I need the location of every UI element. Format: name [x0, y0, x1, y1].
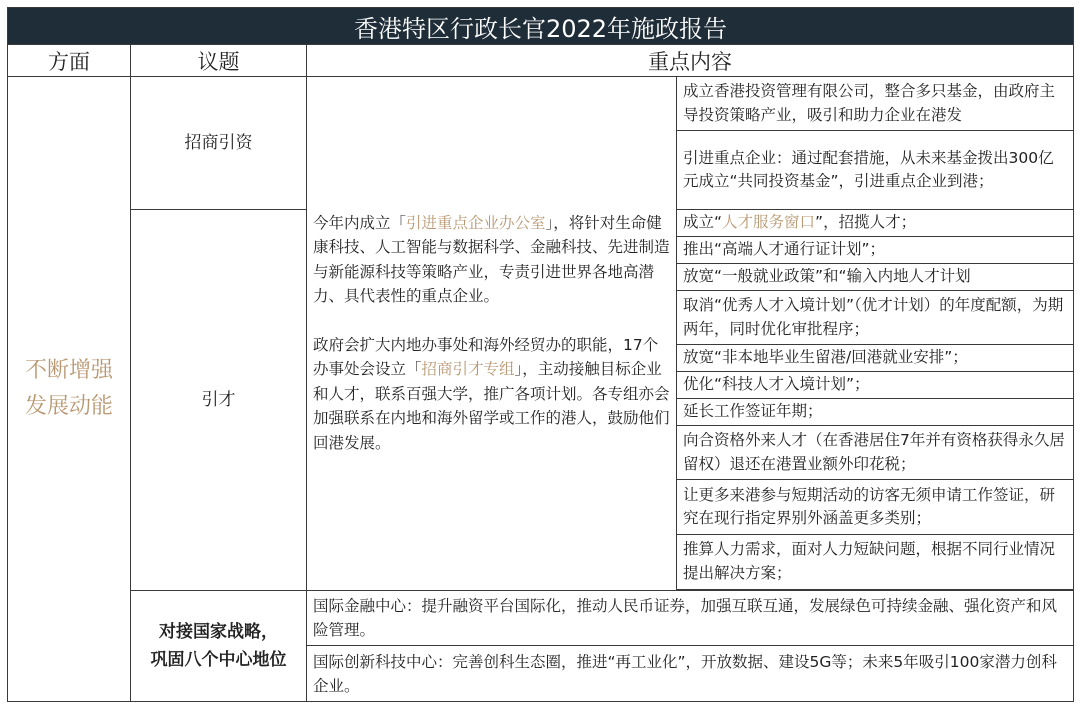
topic-national-strategy — [131, 590, 307, 701]
talent-point: 优化“科技人才入境计划”； — [677, 372, 1074, 399]
talent-first-text-b: ”，招揽人才； — [815, 213, 917, 232]
aspect-cell — [8, 76, 131, 701]
header-content: 重点内容 — [307, 45, 1074, 76]
policy-table — [7, 7, 1074, 702]
header-topic: 议题 — [131, 45, 307, 76]
topic-national-line-2: 巩固八个中心地位 — [150, 649, 287, 670]
header-aspect: 方面 — [8, 45, 131, 76]
talent-point: 向合资格外来人才（在香港居住7年并有资格获得永久居留权）退还在港置业额外印花税； — [677, 425, 1074, 480]
invest-point: 成立香港投资管理有限公司，整合多只基金，由政府主导投资策略产业，吸引和助力企业在港发 — [677, 76, 1074, 131]
summary-p2-text-b: 」，主动接触目标企业和人才，联系百强大学，推广各项计划。各专组亦会加强联系在内地和海外留学或工作的港人，鼓励他们回港发展。 — [313, 360, 670, 452]
talent-point — [677, 210, 1074, 237]
talent-point: 推算人力需求，面对人力短缺问题，根据不同行业情况提出解决方案； — [677, 534, 1074, 589]
summary-cell — [307, 76, 677, 590]
aspect-line-2: 发展动能 — [24, 393, 113, 419]
talent-point: 延长工作签证年期； — [677, 398, 1074, 425]
summary-p1-text-a: 今年内成立「 — [313, 213, 407, 232]
talent-point: 放宽“非本地毕业生留港/回港就业安排”； — [677, 345, 1074, 372]
talent-point: 让更多来港参与短期活动的访客无须申请工作签证，研究在现行指定界别外涵盖更多类别； — [677, 480, 1074, 535]
table-title: 香港特区行政长官2022年施政报告 — [8, 8, 1074, 45]
aspect-line-1: 不断增强 — [24, 357, 113, 383]
topic-national-line-1: 对接国家战略， — [159, 621, 278, 642]
summary-p2-text-a: 政府会扩大内地办事处和海外经贸办的职能，17个办事处会设立「 — [313, 335, 659, 379]
summary-p2-highlight: 招商引才专组 — [421, 360, 515, 379]
talent-point: 取消“优秀人才入境计划”（优才计划）的年度配额，为期两年，同时优化审批程序； — [677, 290, 1074, 345]
talent-point: 推出“高端人才通行证计划”； — [677, 237, 1074, 264]
talent-first-text-a: 成立“ — [683, 213, 723, 232]
summary-paragraph-2 — [313, 333, 670, 456]
national-point: 国际金融中心：提升融资平台国际化，推动人民币证券，加强互联互通，发展绿色可持续金融、强化资产和风险管理。 — [307, 590, 1074, 646]
topic-talent: 引才 — [131, 210, 307, 590]
summary-paragraph-1 — [313, 211, 670, 309]
topic-invest: 招商引资 — [131, 76, 307, 210]
summary-p1-highlight: 引进重点企业办公室 — [406, 213, 546, 232]
talent-point: 放宽“一般就业政策”和“输入内地人才计划 — [677, 263, 1074, 290]
national-point: 国际创新科技中心：完善创科生态圈，推进“再工业化”，开放数据、建设5G等；未来5年吸引100家潜力创科企业。 — [307, 646, 1074, 702]
invest-point: 引进重点企业：通过配套措施，从未来基金拨出300亿元成立“共同投资基金”，引进重点企业到港； — [677, 131, 1074, 210]
summary-p1-text-b: 」，将针对生命健康科技、人工智能与数据科学、金融科技、先进制造与新能源科技等策略产业，专责引进世界各地高潜力、具代表性的重点企业。 — [313, 213, 670, 306]
talent-first-highlight: 人才服务窗口 — [722, 213, 816, 232]
